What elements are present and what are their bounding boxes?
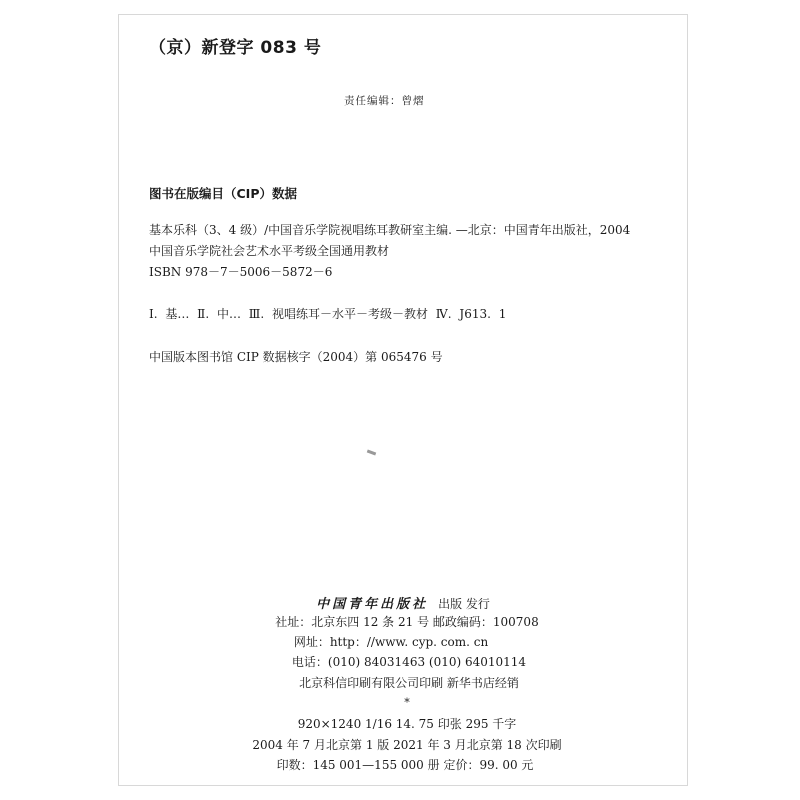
publisher-phone: 电话：(010) 84031463 (010) 64010114 <box>291 655 527 669</box>
separator-star: * <box>404 696 410 709</box>
registration-number: （京）新登字 083 号 <box>149 38 322 58</box>
edition-info: 2004 年 7 月北京第 1 版 2021 年 3 月北京第 18 次印刷 <box>252 738 562 752</box>
print-run-price: 印数：145 001—155 000 册 定价：99. 00 元 <box>276 758 534 772</box>
book-format: 920×1240 1/16 14. 75 印张 295 千字 <box>297 717 517 731</box>
publisher-suffix: 出版 发行 <box>438 597 490 611</box>
cip-title-line: 基本乐科（3、4 级）/中国音乐学院视唱练耳教研室主编. —北京：中国青年出版社，2004 <box>149 223 631 237</box>
cip-series-line: 中国音乐学院社会艺术水平考级全国通用教材 <box>149 244 390 258</box>
publisher-name: 中国青年出版社 <box>316 597 429 612</box>
responsible-editor: 责任编辑：曾熠 <box>344 95 425 107</box>
cip-classification: Ⅰ. 基… Ⅱ. 中… Ⅲ. 视唱练耳－水平－考级－教材 Ⅳ. J613. 1 <box>149 307 507 321</box>
cip-heading: 图书在版编目（CIP）数据 <box>149 186 297 201</box>
copyright-page <box>118 14 688 786</box>
publisher-line <box>119 593 687 612</box>
printer-info: 北京科信印刷有限公司印刷 新华书店经销 <box>299 676 519 690</box>
cip-isbn: ISBN 978－7－5006－5872－6 <box>149 265 333 279</box>
speck-mark <box>367 450 376 456</box>
publisher-website: 网址：http：//www. cyp. com. cn <box>293 635 489 649</box>
cip-approval-number: 中国版本图书馆 CIP 数据核字（2004）第 065476 号 <box>149 350 443 364</box>
publisher-address: 社址：北京东四 12 条 21 号 邮政编码：100708 <box>275 615 539 629</box>
